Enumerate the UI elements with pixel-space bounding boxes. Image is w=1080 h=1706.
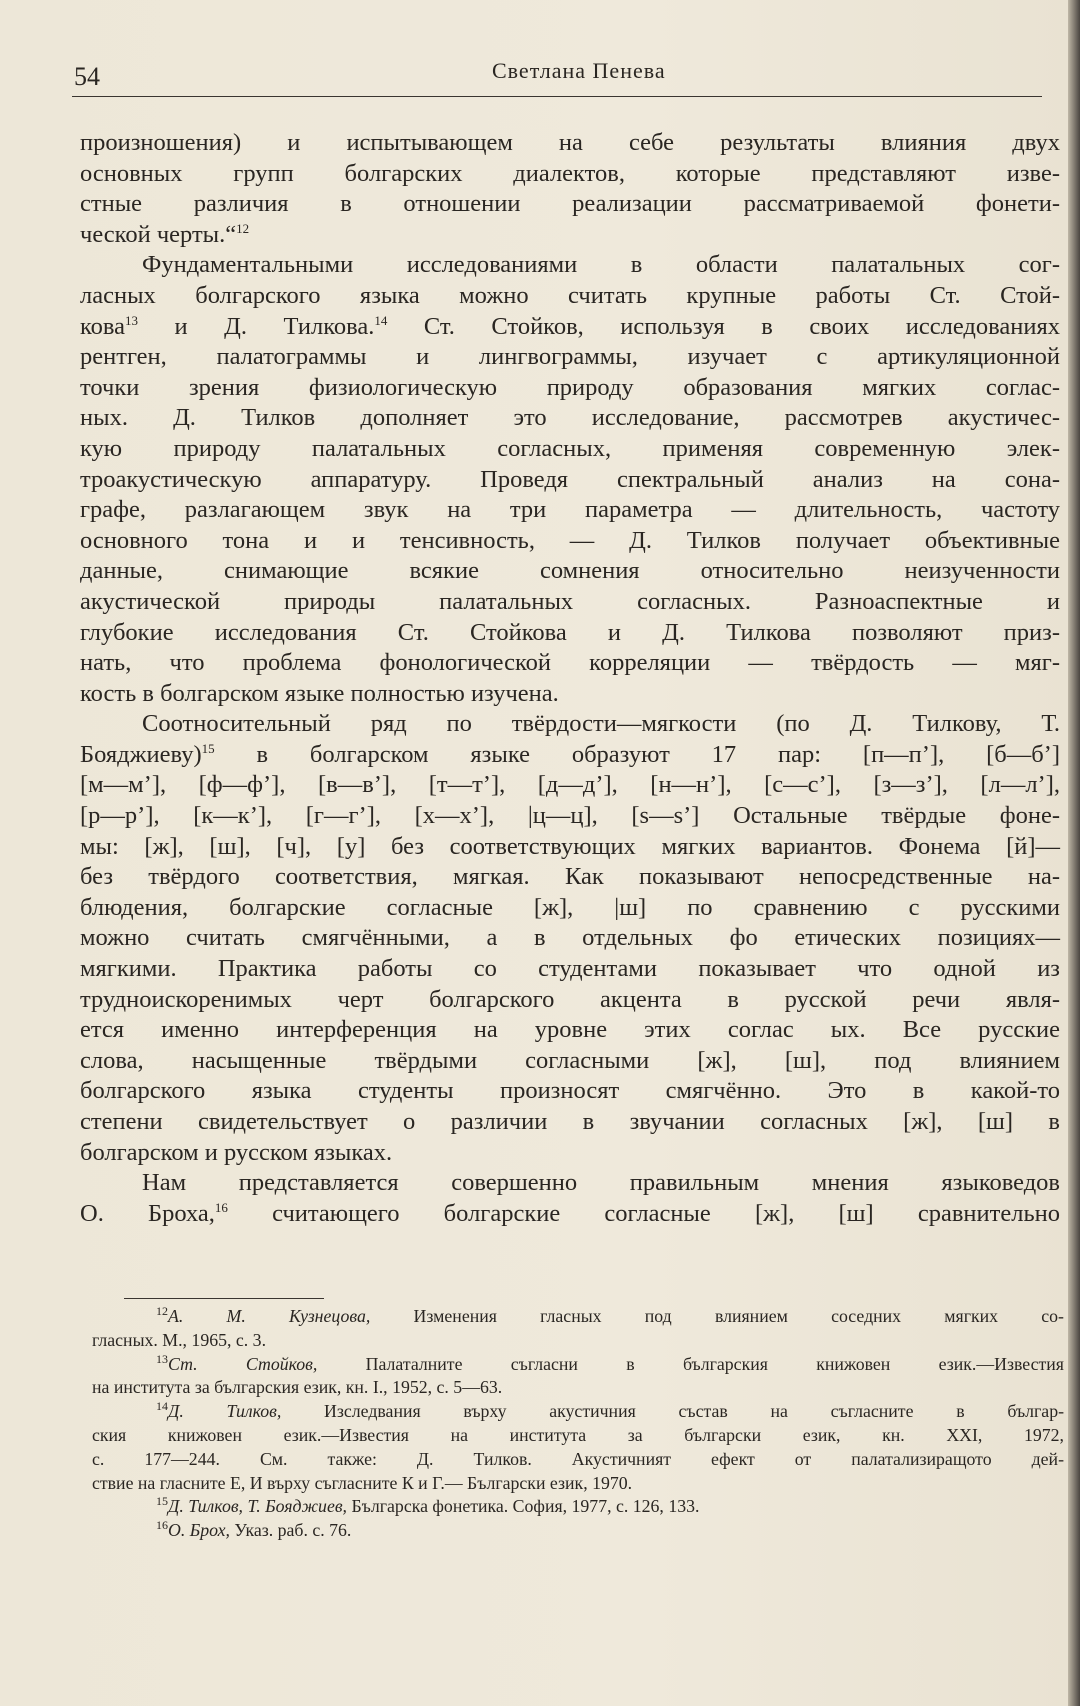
text-line: степени свидетельствует о различии в звучании согласных [ж], [ш] в: [80, 1108, 1060, 1135]
text-line: графе, разлагающем звук на три параметра — длительность, частоту: [80, 496, 1060, 524]
footnote-number: 12: [156, 1304, 168, 1319]
text-line: [92, 1400, 1064, 1424]
text-fragment: О. Броха,: [80, 1199, 215, 1227]
footnote: [92, 1353, 1064, 1401]
text-line: глубокие исследования Ст. Стойкова и Д. Тилкова позволяют приз-: [80, 618, 1060, 646]
text-line: троакустическую аппаратуру. Проведя спектральный анализ на сона-: [80, 465, 1060, 493]
text-line: трудноискоренимых черт болгарского акцента в русской речи явля-: [80, 985, 1060, 1013]
text-line: [92, 1353, 1064, 1377]
text-line: Соотносительный ряд по твёрдости—мягкости (по Д. Тилкову, Т.: [142, 710, 1060, 738]
text-fragment: Изменения гласных под влиянием соседних мягких со-: [370, 1306, 1064, 1326]
text-line: [80, 312, 1060, 343]
text-line: основных групп болгарских диалектов, которые представляют изве-: [80, 159, 1060, 187]
footnote-author: Д. Тилков,: [168, 1401, 282, 1422]
text-line: Нам представляется совершенно правильным мнения языковедов: [142, 1169, 1060, 1197]
text-line: ных. Д. Тилков дополняет это исследование, рассмотрев акустичес-: [80, 404, 1060, 432]
text-line: [р—р’], [к—к’], [г—г’], [х—х’], |ц—ц], [s—s’] Остальные твёрдые фоне-: [80, 802, 1060, 830]
text-line: блюдения, болгарские согласные [ж], |ш] по сравнению с русскими: [80, 893, 1060, 921]
footnote: [92, 1305, 1064, 1353]
page-edge-shadow: [1068, 0, 1080, 1706]
text-line: мягкими. Практика работы со студентами показывает что одной из: [80, 955, 1060, 983]
text-fragment: Изследвания върху акустичния състав на съгласните в българ-: [281, 1401, 1065, 1422]
text-line: [80, 740, 1060, 771]
footnote: [92, 1400, 1064, 1495]
text-line: на института за българския език, кн. I., 1952, с. 5—63.: [92, 1377, 503, 1398]
text-fragment: кова: [80, 312, 126, 340]
main-text: [80, 128, 1060, 1229]
text-line: стные различия в отношении реализации рассматриваемой фонети-: [80, 190, 1060, 218]
text-line: ския книжовен език.—Известия на института за български език, кн. XXI, 1972,: [92, 1424, 1064, 1445]
footnote-number: 15: [156, 1494, 168, 1509]
footnote-ref: 12: [236, 220, 250, 236]
text-fragment: Българска фонетика. София, 1977, с. 126, 133.: [347, 1496, 700, 1517]
text-line: [80, 1199, 1060, 1230]
footnote-ref: 14: [374, 312, 388, 328]
text-line: акустической природы палатальных согласных. Разноаспектные и: [80, 587, 1060, 615]
text-line: можно считать смягчёнными, а в отдельных фо етических позициях—: [80, 924, 1060, 952]
page-number: 54: [74, 62, 100, 91]
footnote-ref: 13: [125, 312, 139, 328]
text-line: нать, что проблема фонологической корреляции — твёрдость — мяг-: [80, 649, 1060, 677]
page-header: [72, 56, 1042, 97]
text-line: болгарского языка студенты произносят смягчённо. Это в какой-то: [80, 1077, 1060, 1105]
text-line: [92, 1495, 1064, 1519]
paragraph-2: [80, 250, 1060, 709]
text-line: данные, снимающие всякие сомнения относительно неизученности: [80, 557, 1060, 585]
text-fragment: Бояджиеву): [80, 740, 202, 768]
paragraph-3: [80, 709, 1060, 1168]
paragraph-4: [80, 1168, 1060, 1229]
footnote-separator: [124, 1298, 324, 1299]
footnotes: [92, 1305, 1064, 1543]
footnote-ref: 16: [214, 1199, 228, 1215]
text-line: болгарском и русском языках.: [80, 1138, 393, 1166]
text-line: гласных. М., 1965, с. 3.: [92, 1329, 267, 1350]
text-line: с. 177—244. См. также: Д. Тилков. Акустичният ефект от палатализиращото дей-: [92, 1448, 1064, 1469]
footnote: [92, 1519, 1064, 1543]
text-fragment: Ст. Стойков, используя в своих исследованиях: [387, 312, 1060, 340]
text-line: [м—м’], [ф—ф’], [в—в’], [т—т’], [д—д’], [н—н’], [с—с’], [з—з’], [л—л’],: [80, 771, 1060, 799]
text-line: Фундаментальными исследованиями в области палатальных сог-: [142, 251, 1060, 279]
text-line: [80, 220, 1060, 251]
text-line: ется именно интерференция на уровне этих соглас ых. Все русские: [80, 1016, 1060, 1044]
text-line: слова, насыщенные твёрдыми согласными [ж], [ш], под влиянием: [80, 1046, 1060, 1074]
footnote-ref: 15: [201, 740, 215, 756]
text-line: рентген, палатограммы и лингвограммы, изучает с артикуляционной: [80, 343, 1060, 371]
text-line: кую природу палатальных согласных, применяя современную элек-: [80, 434, 1060, 462]
text-fragment: в болгарском языке образуют 17 пар: [п—п’], [б—б’]: [214, 740, 1060, 768]
text-line: ствие на гласните Е, И върху съгласните К и Г.— Български език, 1970.: [92, 1472, 633, 1493]
text-line: ласных болгарского языка можно считать крупные работы Ст. Стой-: [80, 281, 1060, 309]
paragraph-1: [80, 128, 1060, 250]
running-title: Светлана Пенева: [492, 58, 666, 83]
text-line: произношения) и испытывающем на себе результаты влияния двух: [80, 129, 1060, 156]
footnote-number: 13: [156, 1351, 168, 1366]
text-line: основного тона и и тенсивность, — Д. Тилков получает объективные: [80, 526, 1060, 554]
text-fragment: Палаталните съгласни в българския книжовен език.—Известия: [317, 1353, 1064, 1374]
text-fragment: Указ. раб. с. 76.: [229, 1520, 352, 1541]
text-fragment: считающего болгарские согласные [ж], [ш] сравнительно: [227, 1199, 1060, 1227]
footnote-author: А. М. Кузнецова,: [168, 1306, 371, 1326]
text-fragment: ческой черты.“: [80, 220, 237, 248]
footnote-author: О. Брох,: [168, 1520, 230, 1541]
text-line: без твёрдого соответствия, мягкая. Как показывают непосредственные на-: [80, 863, 1060, 891]
text-fragment: и Д. Тилкова.: [138, 312, 375, 340]
text-line: [92, 1519, 1064, 1543]
text-line: кость в болгарском языке полностью изучена.: [80, 679, 559, 707]
footnote-author: Д. Тилков, Т. Бояджиев,: [168, 1496, 348, 1517]
text-line: мы: [ж], [ш], [ч], [у] без соответствующих мягких вариантов. Фонема [й]—: [80, 832, 1060, 860]
footnote: [92, 1495, 1064, 1519]
footnote-author: Ст. Стойков,: [168, 1353, 318, 1374]
footnote-number: 14: [156, 1399, 168, 1414]
text-line: точки зрения физиологическую природу образования мягких соглас-: [80, 373, 1060, 401]
footnote-number: 16: [156, 1518, 168, 1533]
text-line: [92, 1305, 1064, 1329]
